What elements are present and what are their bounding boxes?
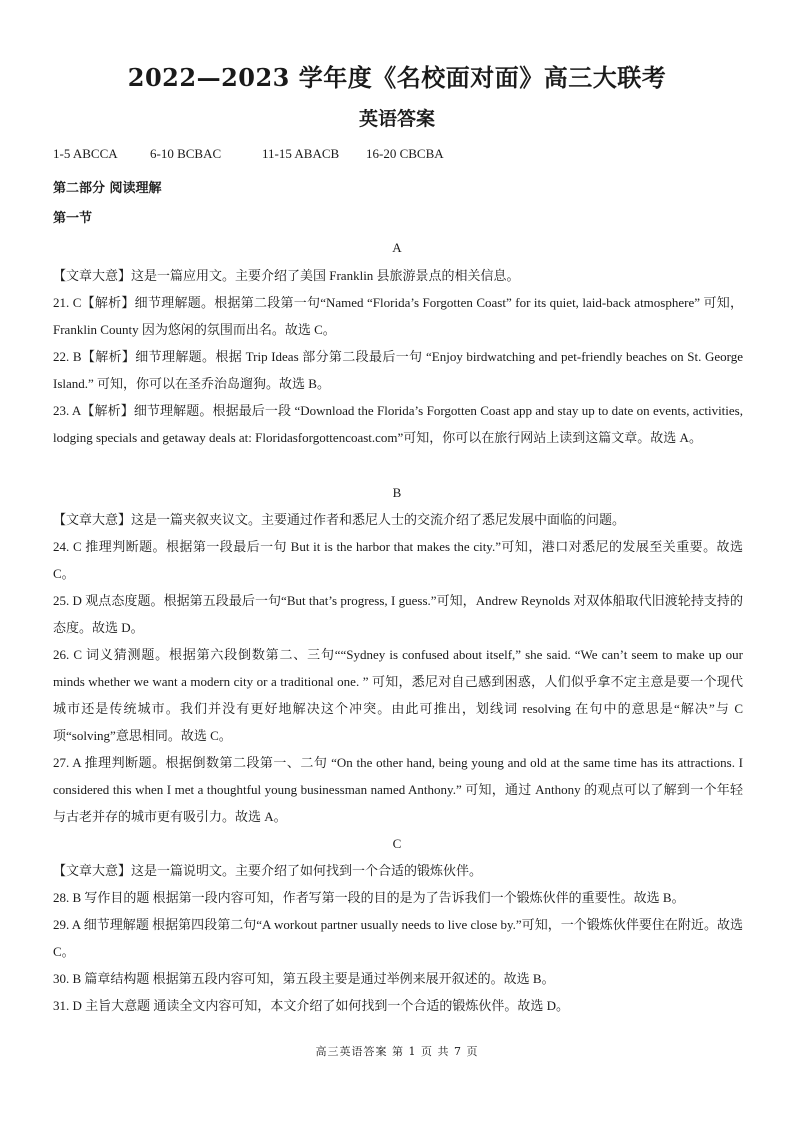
page-footer: 高三英语答案 第 1 页 共 7 页 (315, 1045, 479, 1058)
answer-group: 11-15 ABACB (262, 146, 340, 161)
page-title: 2022—2023 学年度《名校面对面》高三大联考 (127, 63, 667, 92)
answer-explanation: 28. B 写作目的题 根据第一段内容可知，作者写第一段的目的是为了告诉我们一个锻炼伙伴的重要性。故选 B。 (53, 890, 685, 905)
listening-answers (53, 146, 444, 162)
answer-explanation: 21. C【解析】细节理解题。根据第二段第一句“Named “Florida’s Forgotten Coast” for its quiet, laid-back atmosphere” 可知，Franklin County 因为悠闲的氛围而出名。故选 C。 (53, 295, 743, 337)
passage-summary-c: 【文章大意】这是一篇说明文。主要介绍了如何找到一个合适的锻炼伙伴。 (53, 863, 483, 878)
answer-explanation: 29. A 细节理解题 根据第四段第二句“A workout partner usually needs to live close by.”可知，一个锻炼伙伴要住在附近。故选 C。 (53, 917, 743, 959)
answer-explanation: 26. C 词义猜测题。根据第六段倒数第二、三句““Sydney is confused about itself,” she said. “We can’t seem to make up our minds whether we want a modern city or a traditional one. ” 可知，悉尼对自己感到困惑，人们似乎拿不定主意是要一个现代城市还是传统城市。我们并没有更好地解决这个冲突。由此可推出，划线词 resolving 在句中的意思是“解决”与 C 项“solving”意思相同。故选 C。 (53, 647, 743, 743)
answer-explanation: 27. A 推理判断题。根据倒数第二段第一、二句 “On the other hand, being young and old at the same time has its attractions. I considered this when I met a thoughtful young businessman named Anthony.” 可知，通过 Anthony 的观点可以了解到一个年轻与古老并存的城市更有吸引力。故选 A。 (53, 755, 743, 824)
page-subtitle: 英语答案 (358, 108, 435, 130)
passage-summary-b: 【文章大意】这是一篇夹叙夹议文。主要通过作者和悉尼人士的交流介绍了悉尼发展中面临的问题。 (53, 512, 626, 527)
section-heading: 第一节 (53, 211, 93, 226)
answer-explanation: 30. B 篇章结构题 根据第五段内容可知，第五段主要是通过举例来展开叙述的。故选 B。 (53, 971, 555, 986)
answer-group: 16-20 CBCBA (366, 146, 444, 161)
passage-label-b: B (392, 485, 402, 500)
answer-explanation: 22. B【解析】细节理解题。根据 Trip Ideas 部分第二段最后一句 “Enjoy birdwatching and pet-friendly beaches on St. George Island.” 可知，你可以在圣乔治岛遛狗。故选 B。 (53, 349, 743, 391)
part-heading: 第二部分 阅读理解 (53, 181, 162, 196)
answer-explanation: 25. D 观点态度题。根据第五段最后一句“But that’s progress, I guess.”可知，Andrew Reynolds 对双体船取代旧渡轮持支持的态度。故选 D。 (53, 593, 743, 635)
answer-explanation: 31. D 主旨大意题 通读全文内容可知，本文介绍了如何找到一个合适的锻炼伙伴。故选 D。 (53, 998, 570, 1013)
passage-label-a: A (392, 240, 402, 255)
answer-group: 1-5 ABCCA (53, 146, 118, 161)
answer-explanation: 23. A【解析】细节理解题。根据最后一段 “Download the Florida’s Forgotten Coast app and stay up to date on events, activities, lodging specials and getaway deals at: Floridasforgottencoast.com”可知，你可以在旅行网站上读到这篇文章。故选 A。 (53, 403, 743, 445)
passage-label-c: C (392, 836, 402, 851)
answer-explanation: 24. C 推理判断题。根据第一段最后一句 But it is the harbor that makes the city.”可知，港口对悉尼的发展至关重要。故选 C。 (53, 539, 743, 581)
answer-group: 6-10 BCBAC (150, 146, 222, 161)
passage-summary-a: 【文章大意】这是一篇应用文。主要介绍了美国 Franklin 县旅游景点的相关信息。 (53, 268, 520, 283)
